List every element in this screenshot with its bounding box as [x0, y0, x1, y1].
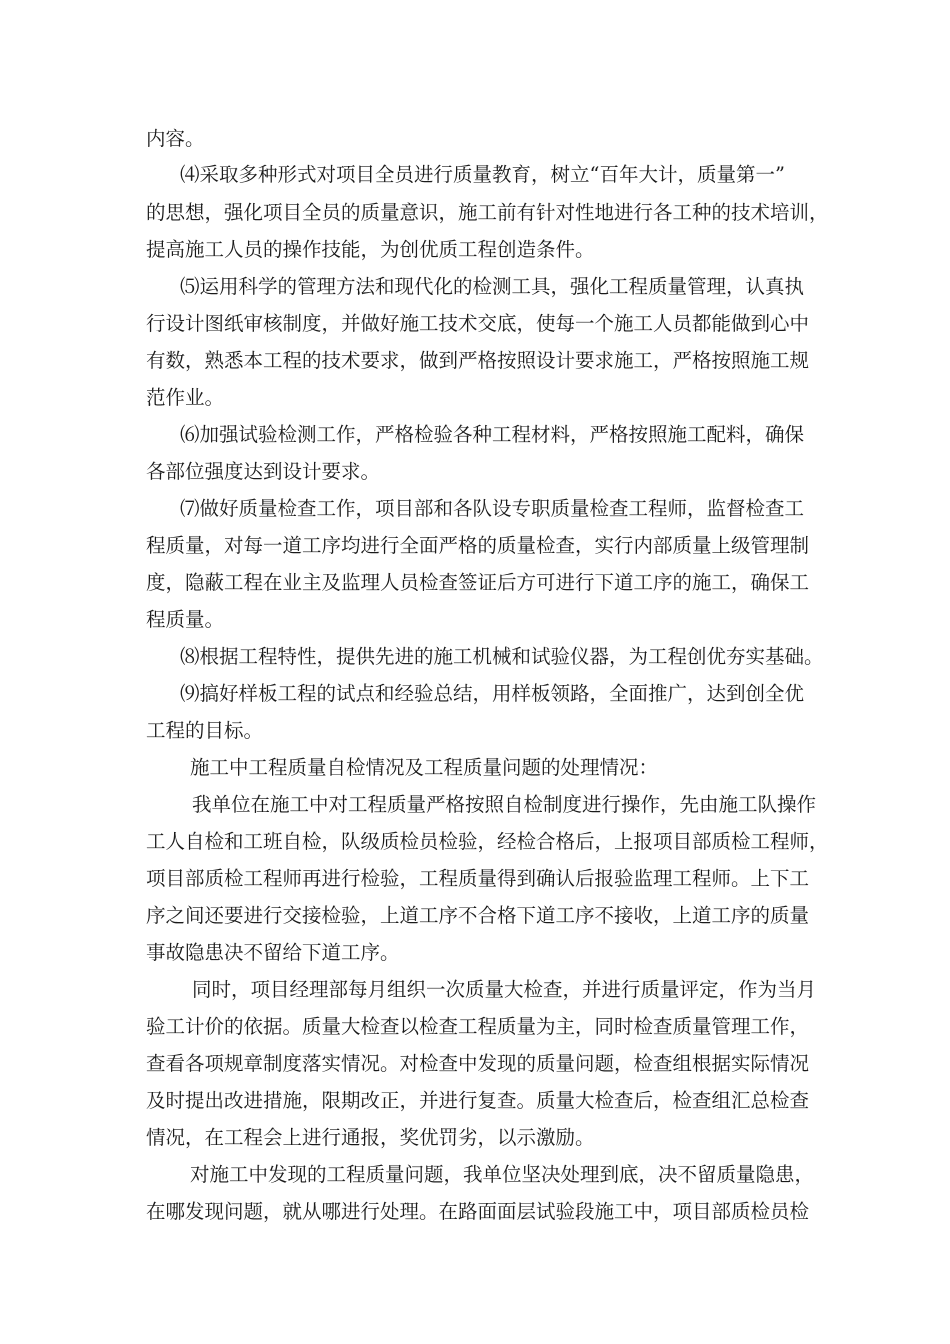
text-line: 程质量，对每一道工序均进行全面严格的质量检查，实行内部质量上级管理制: [146, 534, 810, 557]
text-line: 有数，熟悉本工程的技术要求，做到严格按照设计要求施工，严格按照施工规: [146, 349, 810, 372]
text-line: ⑼搞好样板工程的试点和经验总结，用样板领路，全面推广，达到创全优: [180, 682, 805, 705]
text-line: 的思想，强化项目全员的质量意识，施工前有针对性地进行各工种的技术培训，: [146, 201, 829, 224]
text-line: 事故隐患决不留给下道工序。: [146, 941, 400, 964]
text-line: 及时提出改进措施，限期改正，并进行复查。质量大检查后，检查组汇总检查: [146, 1089, 810, 1112]
text-line: ⑹加强试验检测工作，严格检验各种工程材料，严格按照施工配料，确保: [180, 423, 805, 446]
text-line: ⑷采取多种形式对项目全员进行质量教育，树立“百年大计，质量第一”: [180, 163, 785, 186]
text-line: 同时，项目经理部每月组织一次质量大检查，并进行质量评定，作为当月: [192, 978, 817, 1001]
text-line: ⑺做好质量检查工作，项目部和各队设专职质量检查工程师，监督检查工: [180, 497, 805, 520]
text-line: 查看各项规章制度落实情况。对检查中发现的质量问题，检查组根据实际情况: [146, 1052, 810, 1075]
text-line: 情况，在工程会上进行通报，奖优罚劣，以示激励。: [146, 1126, 595, 1149]
text-line: 行设计图纸审核制度，并做好施工技术交底，使每一个施工人员都能做到心中: [146, 312, 810, 335]
text-line: 施工中工程质量自检情况及工程质量问题的处理情况：: [190, 756, 659, 779]
text-line: 对施工中发现的工程质量问题，我单位坚决处理到底，决不留质量隐患，: [190, 1163, 815, 1186]
text-line: ⑻根据工程特性，提供先进的施工机械和试验仪器，为工程创优夯实基础。: [180, 645, 824, 668]
text-line: 在哪发现问题，就从哪进行处理。在路面面层试验段施工中，项目部质检员检: [146, 1200, 810, 1223]
text-line: 程质量。: [146, 608, 225, 631]
text-line: 内容。: [146, 127, 205, 150]
text-line: 工人自检和工班自检，队级质检员检验，经检合格后，上报项目部质检工程师，: [146, 830, 829, 853]
text-line: ⑸运用科学的管理方法和现代化的检测工具，强化工程质量管理，认真执: [180, 275, 805, 298]
text-line: 序之间还要进行交接检验，上道工序不合格下道工序不接收，上道工序的质量: [146, 904, 810, 927]
text-line: 度，隐蔽工程在业主及监理人员检查签证后方可进行下道工序的施工，确保工: [146, 571, 810, 594]
text-line: 验工计价的依据。质量大检查以检查工程质量为主，同时检查质量管理工作，: [146, 1015, 810, 1038]
text-line: 各部位强度达到设计要求。: [146, 460, 381, 483]
text-line: 提高施工人员的操作技能，为创优质工程创造条件。: [146, 238, 595, 261]
text-line: 项目部质检工程师再进行检验，工程质量得到确认后报验监理工程师。上下工: [146, 867, 810, 890]
text-line: 工程的目标。: [146, 719, 264, 742]
text-line: 范作业。: [146, 386, 225, 409]
text-line: 我单位在施工中对工程质量严格按照自检制度进行操作，先由施工队操作: [192, 793, 817, 816]
